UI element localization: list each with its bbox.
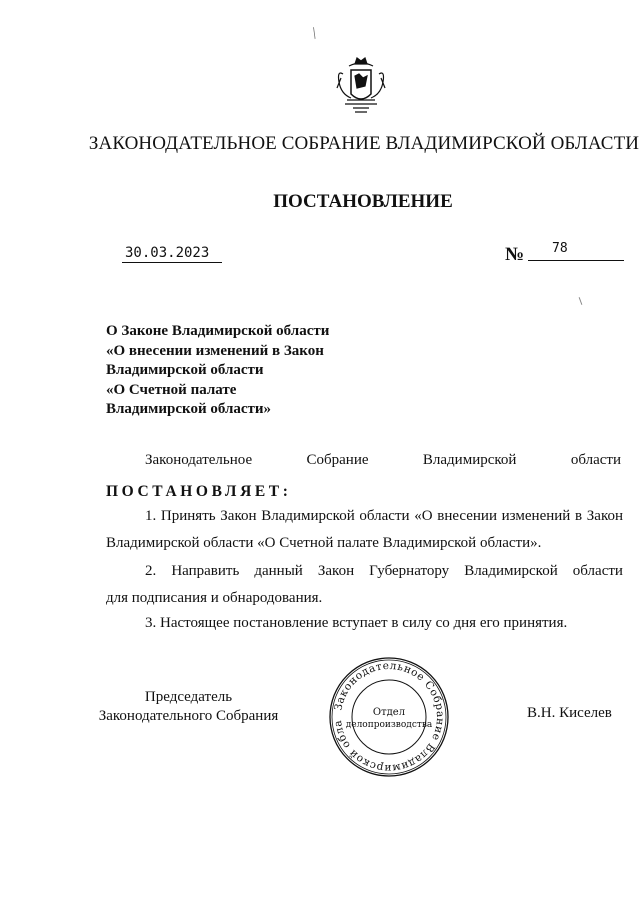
intro-word: Собрание bbox=[306, 452, 369, 468]
resolves-heading: ПОСТАНОВЛЯЕТ: bbox=[106, 483, 292, 500]
word: «О bbox=[414, 508, 433, 524]
subject-line: «О Счетной палате bbox=[106, 381, 237, 398]
coat-of-arms-icon bbox=[333, 54, 389, 116]
subject-line: О Законе Владимирской области bbox=[106, 323, 330, 339]
item3: 3. Настоящее постановление вступает в силу со дня его принятия. bbox=[145, 615, 568, 631]
word: в bbox=[575, 508, 583, 524]
seal-ring-text: Законодательное Собрание Владимирской обла bbox=[332, 659, 447, 775]
word: изменений bbox=[501, 508, 571, 524]
word: Владимирской bbox=[261, 508, 355, 524]
word: 2. bbox=[145, 563, 157, 579]
word: Губернатору bbox=[369, 563, 450, 579]
subject-line: «О внесении изменений в Закон bbox=[106, 342, 324, 359]
scribble-mark: ╱ bbox=[309, 27, 320, 39]
intro-line bbox=[145, 452, 621, 469]
word: внесении bbox=[437, 508, 497, 524]
word: Принять bbox=[160, 508, 216, 524]
signatory-title-line: Председатель bbox=[144, 689, 233, 705]
intro-word: области bbox=[570, 452, 621, 468]
word: области bbox=[359, 508, 410, 524]
subject-line: Владимирской области» bbox=[106, 401, 272, 417]
word: Владимирской bbox=[464, 563, 558, 579]
document-type-title: ПОСТАНОВЛЕНИЕ bbox=[273, 191, 453, 212]
subject-line: Владимирской области bbox=[106, 362, 264, 378]
intro-word: Законодательное bbox=[145, 452, 253, 468]
intro-word: Владимирской bbox=[422, 452, 517, 468]
signatory-name: В.Н. Киселев bbox=[527, 705, 612, 721]
item2-line1 bbox=[145, 563, 623, 580]
document-date: 30.03.2023 bbox=[125, 245, 210, 261]
item2-line2: для подписания и обнародования. bbox=[106, 590, 323, 606]
number-label: № bbox=[505, 244, 525, 265]
document-subject bbox=[106, 322, 329, 420]
word: данный bbox=[254, 563, 303, 579]
word: 1. bbox=[145, 508, 157, 524]
word: Закон bbox=[220, 508, 257, 524]
organization-title: ЗАКОНОДАТЕЛЬНОЕ СОБРАНИЕ ВЛАДИМИРСКОЙ ОБЛАСТИ bbox=[88, 133, 640, 154]
word: области bbox=[572, 563, 623, 579]
item1-line2: Владимирской области «О Счетной палате Владимирской области». bbox=[106, 535, 542, 551]
signatory-title-line: Законодательного Собрания bbox=[98, 708, 279, 724]
seal-center-line1: Отдел bbox=[372, 707, 406, 718]
document-number: 78 bbox=[552, 241, 568, 256]
word: Закон bbox=[317, 563, 355, 579]
word: Закон bbox=[586, 508, 623, 524]
date-underline bbox=[122, 262, 222, 263]
item1-line1 bbox=[145, 508, 623, 525]
seal-center-line2: делопроизводства bbox=[345, 720, 433, 730]
signatory-title bbox=[96, 688, 281, 726]
word: Направить bbox=[171, 563, 240, 579]
number-underline bbox=[528, 260, 624, 261]
stray-mark bbox=[579, 297, 583, 305]
official-seal bbox=[327, 657, 451, 777]
